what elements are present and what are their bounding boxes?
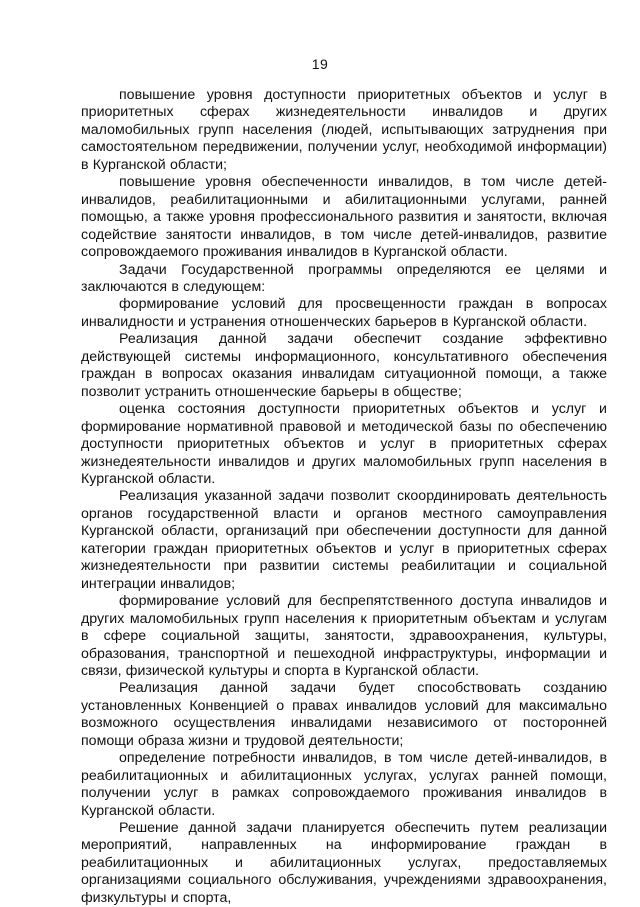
paragraph: Задачи Государственной программы определяются ее целями и заключаются в следующем:	[81, 261, 607, 295]
paragraph: Реализация указанной задачи позволит скоординировать деятельность органов государственной власти и органов местного самоуправления Курганской области, организаций при обеспечении доступности для данной категории граждан приоритетных объектов и услуг в приоритетных сферах жизнедеятельности при развитии системы реабилитации и социальной интеграции инвалидов;	[81, 488, 607, 592]
paragraph: формирование условий для беспрепятственного доступа инвалидов и других маломобильных групп населения к приоритетным объектам и услугам в сфере социальной защиты, занятости, здравоохранения, культуры, образования, транспортной и пешеходной инфраструктуры, информации и связи, физической культуры и спорта в Курганской области.	[81, 593, 607, 679]
paragraph: формирование условий для просвещенности граждан в вопросах инвалидности и устранения отношенческих барьеров в Курганской области.	[81, 296, 607, 330]
page-number: 19	[311, 56, 329, 72]
paragraph: определение потребности инвалидов, в том числе детей-инвалидов, в реабилитационных и абилитационных услугах, услугах ранней помощи, получении услуг в рамках сопровождаемого проживания инвалидов в Курганской области.	[81, 750, 607, 819]
paragraph: повышение уровня обеспеченности инвалидов, в том числе детей-инвалидов, реабилитационными и абилитационными услугами, ранней помощью, а также уровня профессионального развития и занятости, включая содействие занятости инвалидов, в том числе детей-инвалидов, развитие сопровождаемого проживания инвалидов в Курганской области.	[81, 174, 607, 261]
paragraph: Реализация данной задачи обеспечит создание эффективно действующей системы информационного, консультативного обеспечения граждан в вопросах оказания инвалидам ситуационной помощи, а также позволит устранить отношенческие барьеры в обществе;	[81, 331, 607, 400]
document-body	[81, 87, 607, 907]
paragraph: повышение уровня доступности приоритетных объектов и услуг в приоритетных сферах жизнедеятельности инвалидов и других маломобильных групп населения (людей, испытывающих затруднения при самостоятельном передвижении, получении услуг, необходимой информации) в Курганской области;	[81, 87, 607, 173]
paragraph: оценка состояния доступности приоритетных объектов и услуг и формирование нормативной правовой и методической базы по обеспечению доступности приоритетных объектов и услуг в приоритетных сферах жизнедеятельности инвалидов и других маломобильных групп населения в Курганской области.	[81, 401, 607, 487]
paragraph: Решение данной задачи планируется обеспечить путем реализации мероприятий, направленных на информирование граждан в реабилитационных и абилитационных услугах, предоставляемых организациями социального обслуживания, учреждениями здравоохранения, физкультуры и спорта,	[81, 820, 607, 906]
paragraph: Реализация данной задачи будет способствовать созданию установленных Конвенцией о правах инвалидов условий для максимально возможного осуществления инвалидами независимого от посторонней помощи образа жизни и трудовой деятельности;	[81, 680, 607, 749]
